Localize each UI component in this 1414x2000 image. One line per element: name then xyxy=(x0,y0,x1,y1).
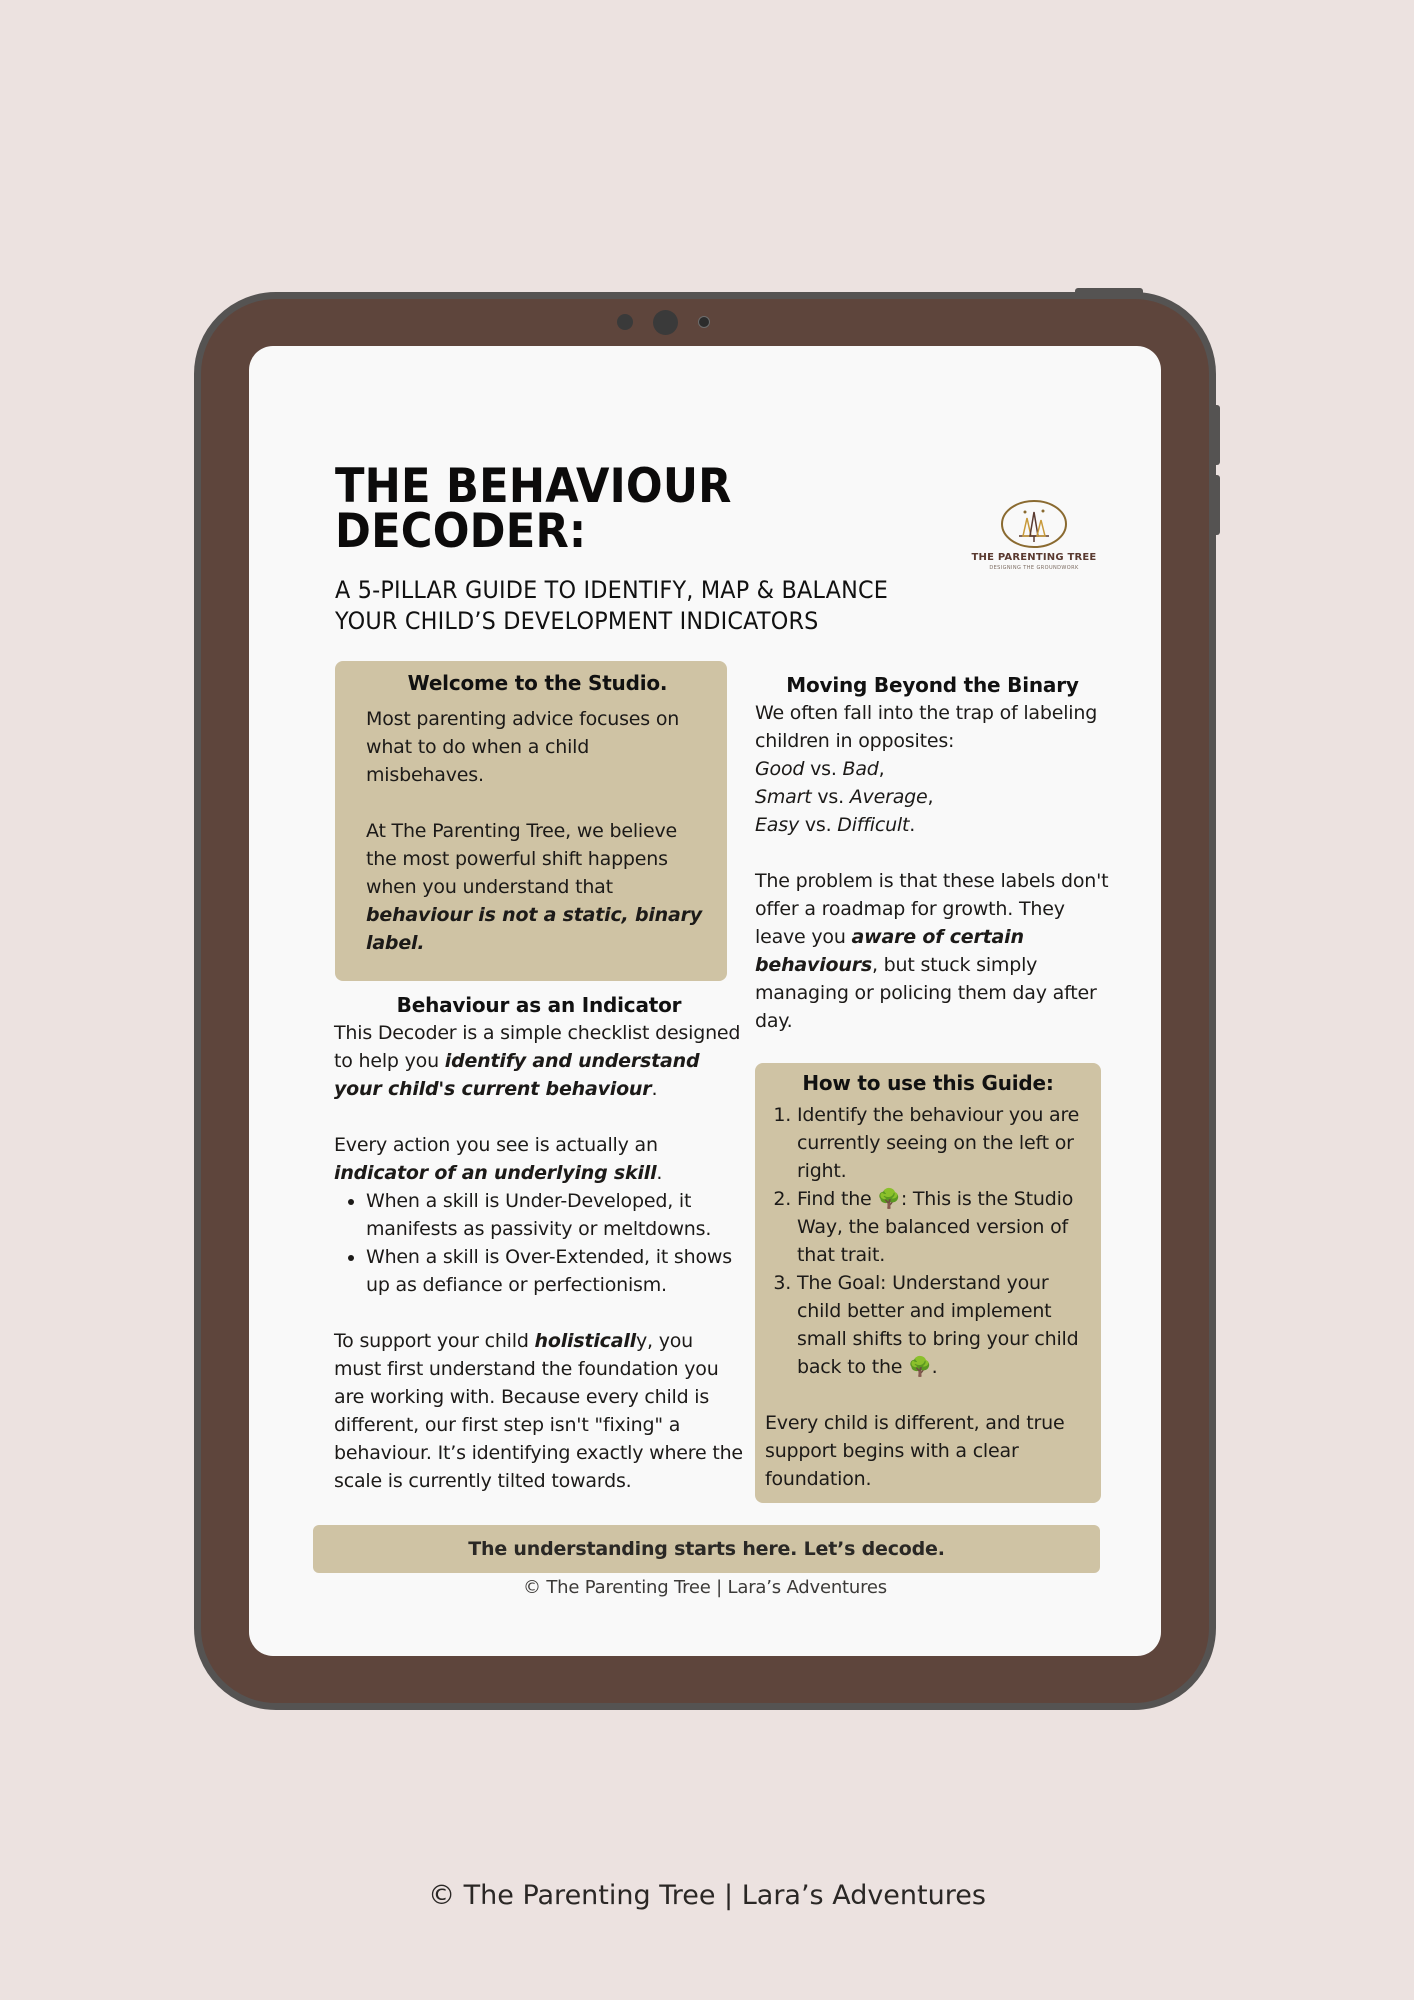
guide-steps xyxy=(765,1101,1091,1381)
welcome-paragraph-2: At The Parenting Tree, we believe the most powerful shift happens when you understand that behaviour is not a static, binary label. xyxy=(366,820,702,954)
guide-box xyxy=(755,1063,1101,1503)
indicator-paragraph-1: This Decoder is a simple checklist designed to help you identify and understand your child's current behaviour. xyxy=(334,1022,741,1100)
binary-section xyxy=(755,671,1110,1035)
indicator-paragraph-2: Every action you see is actually an indicator of an underlying skill. xyxy=(334,1134,663,1184)
guide-heading: How to use this Guide: xyxy=(802,1071,1054,1095)
opposite-pair: Smart vs. Average, xyxy=(755,786,934,808)
guide-step-3: 3. The Goal: Understand your child better and implement small shifts to bring your child back to the 🌳. xyxy=(797,1269,1091,1381)
list-item: • When a skill is Under-Developed, it manifests as passivity or meltdowns. xyxy=(366,1187,744,1243)
logo-brand-name: THE PARENTING TREE xyxy=(971,552,1097,563)
tree-logo-icon xyxy=(999,498,1069,550)
document-subtitle: A 5-PILLAR GUIDE TO IDENTIFY, MAP & BALANCE YOUR CHILD’S DEVELOPMENT INDICATORS xyxy=(335,576,889,635)
tree-icon: 🌳 xyxy=(908,1356,932,1378)
sensor-icon xyxy=(617,314,633,330)
banner-text: The understanding starts here. Let’s decode. xyxy=(468,1538,945,1560)
list-item: • When a skill is Over-Extended, it shows up as defiance or perfectionism. xyxy=(366,1243,744,1299)
opposite-pair: Good vs. Bad, xyxy=(755,758,885,780)
binary-heading: Moving Beyond the Binary xyxy=(786,673,1079,697)
tree-icon: 🌳 xyxy=(877,1188,901,1210)
logo-tagline: DESIGNING THE GROUNDWORK xyxy=(989,565,1079,571)
brand-logo xyxy=(969,498,1099,580)
welcome-emphasis: behaviour is not a static, binary label. xyxy=(366,904,702,954)
screen-footer: © The Parenting Tree | Lara’s Adventures xyxy=(523,1577,887,1598)
indicator-section xyxy=(334,991,744,1495)
binary-intro: We often fall into the trap of labeling children in opposites: xyxy=(755,702,1098,752)
document-title: THE BEHAVIOUR DECODER: xyxy=(335,459,732,559)
page-footer: © The Parenting Tree | Lara’s Adventures xyxy=(428,1880,986,1911)
welcome-box xyxy=(335,661,727,981)
camera-icon xyxy=(653,310,678,335)
guide-step-1: 1. Identify the behaviour you are currently seeing on the left or right. xyxy=(797,1101,1091,1185)
light-sensor-icon xyxy=(698,316,710,328)
binary-paragraph-2: The problem is that these labels don't offer a roadmap for growth. They leave you aware of certain behaviours, but stuck simply managing or policing them day after day. xyxy=(755,870,1109,1032)
decode-banner xyxy=(313,1525,1100,1573)
skill-bullet-list xyxy=(334,1187,744,1299)
indicator-paragraph-3: To support your child holistically, you must first understand the foundation you are working with. Because every child is different, our first step isn't "fixing" a behaviour. It’s identifying exactly where the scale is currently tilted towards. xyxy=(334,1330,743,1492)
opposite-pair: Easy vs. Difficult. xyxy=(755,814,916,836)
welcome-heading: Welcome to the Studio. xyxy=(407,671,668,695)
tablet-screen xyxy=(249,346,1161,1656)
welcome-paragraph-1: Most parenting advice focuses on what to do when a child misbehaves. xyxy=(366,708,680,786)
guide-closing: Every child is different, and true support begins with a clear foundation. xyxy=(765,1412,1065,1490)
guide-step-2: 2. Find the 🌳: This is the Studio Way, the balanced version of that trait. xyxy=(797,1185,1091,1269)
indicator-heading: Behaviour as an Indicator xyxy=(396,993,682,1017)
